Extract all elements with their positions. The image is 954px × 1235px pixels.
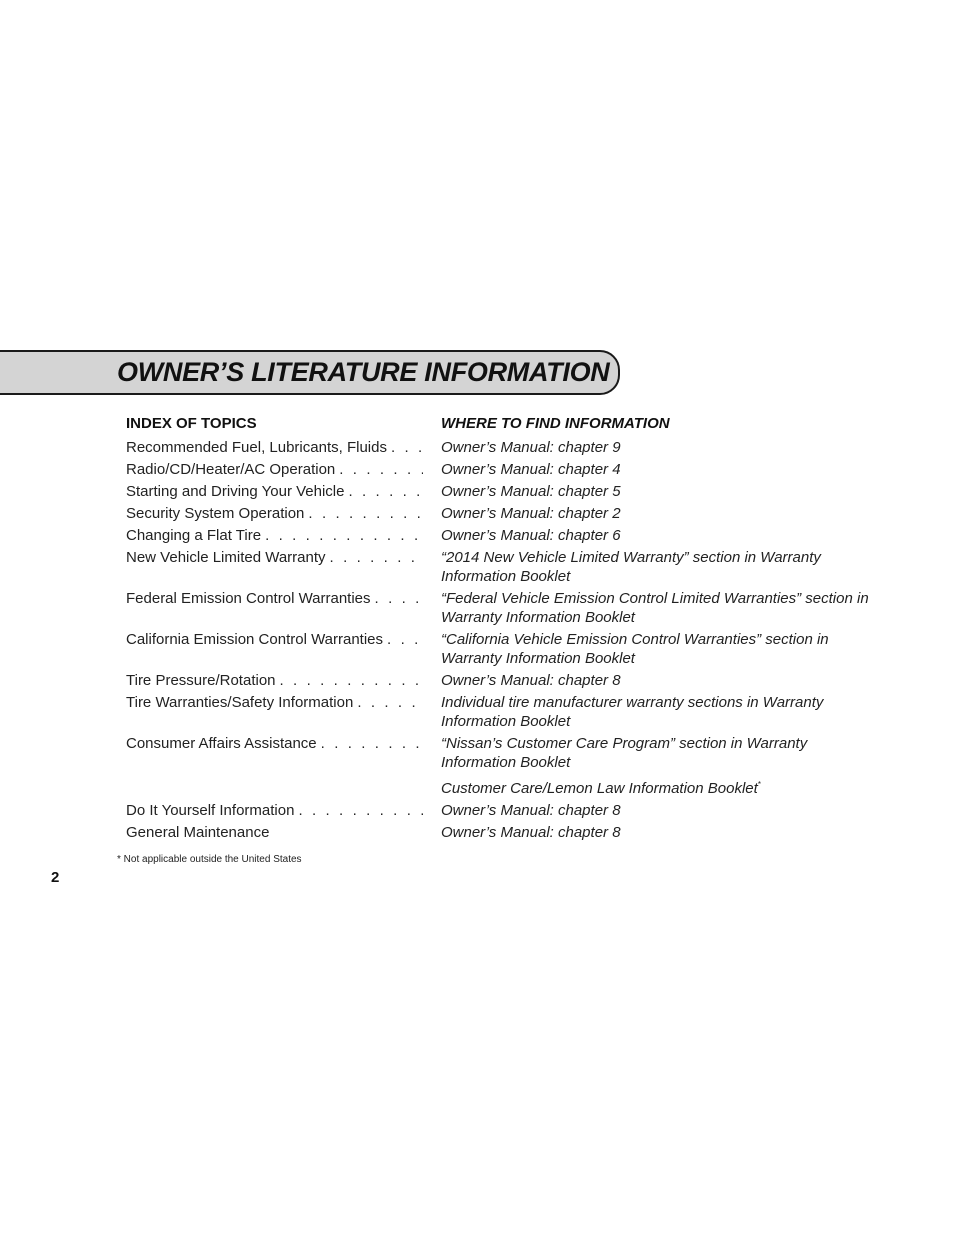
source-cell bbox=[441, 589, 886, 627]
source-cell bbox=[441, 526, 886, 545]
topic-cell bbox=[126, 801, 423, 820]
table-row bbox=[126, 460, 886, 479]
page-number: 2 bbox=[51, 869, 60, 886]
table-row bbox=[126, 438, 886, 457]
source-text: Information Booklet bbox=[441, 713, 571, 730]
table-row bbox=[126, 823, 886, 842]
source-line bbox=[441, 734, 886, 753]
source-text: Owner’s Manual: chapter 8 bbox=[441, 802, 621, 819]
source-text: “2014 New Vehicle Limited Warranty” section in Warranty bbox=[441, 549, 821, 566]
source-line bbox=[441, 775, 886, 798]
source-text: Warranty Information Booklet bbox=[441, 609, 635, 626]
source-cell bbox=[441, 504, 886, 523]
source-cell bbox=[441, 693, 886, 731]
topic-cell bbox=[126, 482, 423, 501]
source-line bbox=[441, 504, 886, 523]
footnote-marker: * bbox=[757, 780, 761, 789]
topic-cell bbox=[126, 438, 423, 457]
topic-cell bbox=[126, 460, 423, 479]
source-cell bbox=[441, 801, 886, 820]
source-line bbox=[441, 823, 886, 842]
source-line bbox=[441, 608, 886, 627]
table-row bbox=[126, 693, 886, 731]
source-cell bbox=[441, 734, 886, 772]
table-row bbox=[126, 526, 886, 545]
topic-label: Consumer Affairs Assistance bbox=[126, 735, 317, 752]
topics-table bbox=[126, 411, 886, 842]
topic-label: Tire Pressure/Rotation bbox=[126, 672, 276, 689]
source-cell bbox=[441, 438, 886, 457]
source-text: Owner’s Manual: chapter 4 bbox=[441, 461, 621, 478]
source-line bbox=[441, 526, 886, 545]
dot-leader bbox=[330, 548, 423, 567]
source-line bbox=[441, 630, 886, 649]
source-text: Owner’s Manual: chapter 9 bbox=[441, 439, 621, 456]
source-cell bbox=[441, 775, 886, 798]
topic-cell bbox=[126, 734, 423, 753]
dot-leader bbox=[298, 801, 423, 820]
topic-cell bbox=[126, 630, 423, 649]
source-line bbox=[441, 712, 886, 731]
source-text: Warranty Information Booklet bbox=[441, 650, 635, 667]
table-row bbox=[126, 548, 886, 586]
source-text: “Nissan’s Customer Care Program” section in Warranty bbox=[441, 735, 808, 752]
table-row bbox=[126, 482, 886, 501]
source-line bbox=[441, 649, 886, 668]
source-text: Information Booklet bbox=[441, 568, 571, 585]
topic-label: Federal Emission Control Warranties bbox=[126, 590, 371, 607]
header-where-to-find: WHERE TO FIND INFORMATION bbox=[441, 414, 670, 432]
source-text: Individual tire manufacturer warranty sections in Warranty bbox=[441, 694, 824, 711]
topic-label: Starting and Driving Your Vehicle bbox=[126, 483, 345, 500]
source-cell bbox=[441, 630, 886, 668]
table-row bbox=[126, 630, 886, 668]
dot-leader bbox=[265, 526, 423, 545]
source-line bbox=[441, 438, 886, 457]
topic-label: General Maintenance bbox=[126, 824, 270, 841]
table-row bbox=[126, 775, 886, 798]
source-line bbox=[441, 567, 886, 586]
topic-cell bbox=[126, 526, 423, 545]
source-text: Owner’s Manual: chapter 5 bbox=[441, 483, 621, 500]
dot-leader bbox=[348, 482, 423, 501]
topic-cell bbox=[126, 548, 423, 567]
source-cell bbox=[441, 482, 886, 501]
source-text: Owner’s Manual: chapter 8 bbox=[441, 672, 621, 689]
topic-label: Radio/CD/Heater/AC Operation bbox=[126, 461, 336, 478]
source-text: Owner’s Manual: chapter 6 bbox=[441, 527, 621, 544]
source-cell bbox=[441, 671, 886, 690]
source-line bbox=[441, 801, 886, 820]
source-text: “California Vehicle Emission Control Warranties” section in bbox=[441, 631, 829, 648]
source-text: Owner’s Manual: chapter 2 bbox=[441, 505, 621, 522]
table-rows bbox=[126, 438, 886, 842]
source-text: “Federal Vehicle Emission Control Limited Warranties” section in bbox=[441, 590, 869, 607]
dot-leader bbox=[280, 671, 423, 690]
dot-leader bbox=[308, 504, 423, 523]
source-text: Owner’s Manual: chapter 8 bbox=[441, 824, 621, 841]
source-cell bbox=[441, 460, 886, 479]
source-text: Customer Care/Lemon Law Information Booklet bbox=[441, 780, 758, 797]
dot-leader bbox=[391, 438, 423, 457]
topic-cell bbox=[126, 823, 423, 842]
dot-leader bbox=[387, 630, 423, 649]
topic-label: Do It Yourself Information bbox=[126, 802, 295, 819]
page-title: OWNER’S LITERATURE INFORMATION bbox=[117, 357, 610, 387]
dot-leader bbox=[339, 460, 423, 479]
header-index-of-topics: INDEX OF TOPICS bbox=[126, 414, 257, 432]
source-cell bbox=[441, 823, 886, 842]
table-row bbox=[126, 504, 886, 523]
topic-cell bbox=[126, 693, 423, 712]
topic-label: Security System Operation bbox=[126, 505, 305, 522]
source-line bbox=[441, 753, 886, 772]
source-line bbox=[441, 548, 886, 567]
table-row bbox=[126, 801, 886, 820]
topic-label: Tire Warranties/Safety Information bbox=[126, 694, 354, 711]
table-header bbox=[126, 411, 886, 435]
topic-label: Changing a Flat Tire bbox=[126, 527, 262, 544]
topic-label: California Emission Control Warranties bbox=[126, 631, 384, 648]
source-line bbox=[441, 482, 886, 501]
topic-cell bbox=[126, 589, 423, 608]
dot-leader bbox=[357, 693, 423, 712]
topic-cell bbox=[126, 671, 423, 690]
dot-leader bbox=[321, 734, 423, 753]
table-row bbox=[126, 589, 886, 627]
topic-cell bbox=[126, 504, 423, 523]
dot-leader bbox=[375, 589, 423, 608]
footnote: * Not applicable outside the United States bbox=[117, 854, 302, 865]
source-line bbox=[441, 671, 886, 690]
source-line bbox=[441, 693, 886, 712]
source-text: Information Booklet bbox=[441, 754, 571, 771]
topic-label: New Vehicle Limited Warranty bbox=[126, 549, 326, 566]
source-line bbox=[441, 589, 886, 608]
table-row bbox=[126, 671, 886, 690]
source-cell bbox=[441, 548, 886, 586]
source-line bbox=[441, 460, 886, 479]
topic-label: Recommended Fuel, Lubricants, Fluids bbox=[126, 439, 387, 456]
table-row bbox=[126, 734, 886, 772]
